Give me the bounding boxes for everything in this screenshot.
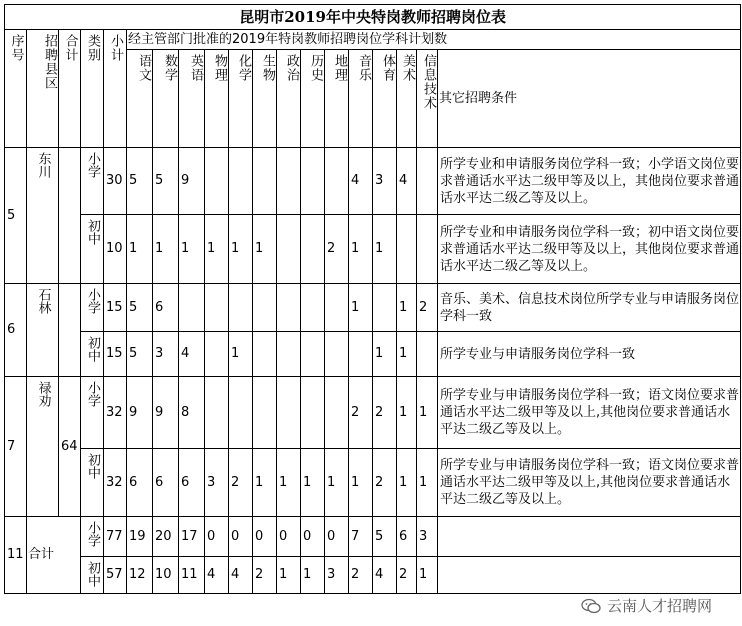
subject-count-cell: 1 [397, 332, 417, 377]
subject-count-cell: 1 [349, 449, 373, 517]
subject-count-cell: 4 [397, 148, 417, 215]
subject-count-cell: 5 [127, 284, 153, 332]
subject-count-cell [325, 332, 349, 377]
table-row [5, 215, 741, 284]
subject-count-cell: 3 [325, 557, 349, 594]
recruitment-table [4, 4, 741, 594]
subtotal-cell: 15 [104, 332, 127, 377]
header-subject: 生物 [253, 50, 277, 148]
subject-count-cell: 9 [179, 148, 205, 215]
subject-count-cell [277, 284, 301, 332]
subject-count-cell: 5 [153, 148, 179, 215]
header-subject: 语文 [127, 50, 153, 148]
subject-count-cell: 8 [179, 377, 205, 449]
conditions-cell [438, 517, 741, 557]
county-cell: 东川 [27, 148, 59, 284]
subject-count-cell: 3 [205, 449, 229, 517]
subject-count-cell: 0 [253, 517, 277, 557]
table-row [5, 377, 741, 449]
table-row [5, 284, 741, 332]
subject-count-cell: 1 [301, 449, 325, 517]
subject-count-cell: 1 [229, 215, 253, 284]
subject-count-cell [301, 284, 325, 332]
subject-count-cell [205, 332, 229, 377]
subject-count-cell: 2 [417, 284, 438, 332]
table-row [5, 517, 741, 557]
subject-count-cell: 1 [417, 449, 438, 517]
subject-count-cell: 1 [205, 215, 229, 284]
subject-count-cell: 1 [417, 557, 438, 594]
subject-count-cell: 1 [397, 449, 417, 517]
seq-cell: 5 [5, 148, 27, 284]
category-cell: 小学 [81, 377, 104, 449]
subject-count-cell [179, 284, 205, 332]
category-cell: 初中 [81, 332, 104, 377]
subject-count-cell: 1 [301, 557, 325, 594]
subject-count-cell: 1 [179, 215, 205, 284]
subject-count-cell: 1 [349, 215, 373, 284]
subject-count-cell: 3 [153, 332, 179, 377]
header-subject: 体育 [373, 50, 397, 148]
county-cell: 合计 [27, 517, 81, 594]
subject-count-cell: 0 [301, 517, 325, 557]
subject-count-cell: 4 [349, 148, 373, 215]
category-cell: 初中 [81, 449, 104, 517]
conditions-cell: 所学专业与申请服务岗位学科一致；语文岗位要求普通话水平达二级甲等及以上,其他岗位要求普通话水平达二级乙等及以上。 [438, 377, 741, 449]
subject-count-cell: 1 [325, 449, 349, 517]
subject-count-cell: 10 [153, 557, 179, 594]
seq-cell: 6 [5, 284, 27, 377]
conditions-cell: 所学专业与申请服务岗位学科一致；语文岗位要求普通话水平达二级甲等及以上,其他岗位要求普通话水平达二级乙等及以上。 [438, 449, 741, 517]
subject-count-cell: 2 [229, 449, 253, 517]
subject-count-cell: 3 [373, 148, 397, 215]
subject-count-cell [325, 148, 349, 215]
county-cell: 禄劝 [27, 377, 59, 517]
subject-count-cell: 7 [349, 517, 373, 557]
subject-count-cell: 0 [229, 517, 253, 557]
subject-count-cell [277, 377, 301, 449]
subject-count-cell: 19 [127, 517, 153, 557]
subject-count-cell [373, 284, 397, 332]
header-total: 合计 [59, 30, 81, 148]
subject-count-cell [325, 377, 349, 449]
category-cell: 初中 [81, 215, 104, 284]
header-subject: 数学 [153, 50, 179, 148]
subject-count-cell [253, 332, 277, 377]
subject-count-cell: 4 [205, 557, 229, 594]
subject-count-cell: 2 [253, 557, 277, 594]
subject-count-cell: 12 [127, 557, 153, 594]
subject-count-cell [325, 284, 349, 332]
subject-count-cell: 6 [397, 517, 417, 557]
subject-count-cell [253, 377, 277, 449]
table-title: 昆明市2019年中央特岗教师招聘岗位表 [5, 5, 741, 30]
subject-count-cell [301, 332, 325, 377]
subject-count-cell: 1 [277, 557, 301, 594]
subtotal-cell: 77 [104, 517, 127, 557]
subtotal-cell: 30 [104, 148, 127, 215]
subject-count-cell: 2 [325, 215, 349, 284]
subject-count-cell: 5 [127, 148, 153, 215]
table-body [5, 148, 741, 594]
subject-count-cell: 1 [373, 215, 397, 284]
subject-count-cell [417, 148, 438, 215]
subject-count-cell: 2 [349, 557, 373, 594]
subject-count-cell [417, 332, 438, 377]
watermark-text: 云南人才招聘网 [606, 597, 712, 615]
total-cell [59, 148, 81, 284]
county-cell: 石林 [27, 284, 59, 377]
subject-count-cell [277, 215, 301, 284]
subject-count-cell: 3 [417, 517, 438, 557]
subject-count-cell: 20 [153, 517, 179, 557]
header-subject: 美术 [397, 50, 417, 148]
subtotal-cell: 32 [104, 449, 127, 517]
subject-count-cell: 1 [229, 332, 253, 377]
subject-count-cell [301, 148, 325, 215]
subject-count-cell: 1 [417, 377, 438, 449]
subject-count-cell: 6 [153, 284, 179, 332]
subject-count-cell: 2 [349, 377, 373, 449]
table-row [5, 557, 741, 594]
subject-count-cell: 17 [179, 517, 205, 557]
subject-count-cell: 9 [153, 377, 179, 449]
header-subject: 地理 [325, 50, 349, 148]
subject-count-cell [397, 215, 417, 284]
table-row [5, 449, 741, 517]
conditions-cell: 所学专业和申请服务岗位学科一致；小学语文岗位要求普通话水平达二级甲等及以上，其他岗位要求普通话水平达二级乙等及以上。 [438, 148, 741, 215]
category-cell: 小学 [81, 284, 104, 332]
subject-count-cell: 5 [127, 332, 153, 377]
subject-count-cell [277, 332, 301, 377]
subject-count-cell: 9 [127, 377, 153, 449]
subtotal-cell: 10 [104, 215, 127, 284]
subtotal-cell: 32 [104, 377, 127, 449]
table-row [5, 148, 741, 215]
subject-count-cell: 1 [349, 284, 373, 332]
conditions-cell: 音乐、美术、信息技术岗位所学专业与申请服务岗位学科一致 [438, 284, 741, 332]
subject-count-cell: 1 [127, 215, 153, 284]
total-cell [59, 284, 81, 377]
subject-count-cell: 0 [325, 517, 349, 557]
subject-count-cell: 4 [179, 332, 205, 377]
subject-count-cell: 1 [253, 215, 277, 284]
header-subject: 物理 [205, 50, 229, 148]
subject-count-cell [205, 148, 229, 215]
table-row [5, 332, 741, 377]
subject-count-cell [205, 284, 229, 332]
subject-count-cell [229, 377, 253, 449]
wechat-icon [581, 598, 601, 614]
subject-count-cell [277, 148, 301, 215]
header-county: 招聘县区 [27, 30, 59, 148]
subject-count-cell: 6 [153, 449, 179, 517]
conditions-cell [438, 557, 741, 594]
header-subject: 政治 [277, 50, 301, 148]
subject-count-cell: 5 [373, 517, 397, 557]
subject-count-cell [417, 215, 438, 284]
subject-count-cell [301, 215, 325, 284]
subject-count-cell [229, 148, 253, 215]
subject-count-cell: 1 [397, 377, 417, 449]
category-cell: 初中 [81, 557, 104, 594]
subject-count-cell [253, 284, 277, 332]
header-subject: 化学 [229, 50, 253, 148]
subject-count-cell: 1 [277, 449, 301, 517]
subject-count-cell: 4 [373, 557, 397, 594]
header-plan-group: 经主管部门批准的2019年特岗教师招聘岗位学科计划数 [127, 30, 741, 50]
subject-count-cell: 2 [373, 377, 397, 449]
conditions-cell: 所学专业和申请服务岗位学科一致；初中语文岗位要求普通话水平达二级甲等及以上，其他岗位要求普通话水平达二级乙等及以上。 [438, 215, 741, 284]
subject-count-cell [301, 377, 325, 449]
category-cell: 小学 [81, 517, 104, 557]
subject-count-cell: 1 [373, 332, 397, 377]
subtotal-cell: 15 [104, 284, 127, 332]
subtotal-cell: 57 [104, 557, 127, 594]
subject-count-cell: 1 [253, 449, 277, 517]
subject-count-cell [253, 148, 277, 215]
subject-count-cell: 2 [373, 449, 397, 517]
seq-cell: 11 [5, 517, 27, 594]
subject-count-cell: 6 [179, 449, 205, 517]
header-subject: 信息技术 [417, 50, 438, 148]
subject-count-cell: 4 [229, 557, 253, 594]
total-cell: 64 [59, 377, 81, 517]
conditions-cell: 所学专业与申请服务岗位学科一致 [438, 332, 741, 377]
header-seq: 序号 [5, 30, 27, 148]
category-cell: 小学 [81, 148, 104, 215]
seq-cell: 7 [5, 377, 27, 517]
watermark [581, 595, 712, 616]
subject-count-cell [205, 377, 229, 449]
header-subject: 英语 [179, 50, 205, 148]
subject-count-cell: 6 [127, 449, 153, 517]
subject-count-cell: 2 [397, 557, 417, 594]
subject-count-cell [349, 332, 373, 377]
subject-count-cell [229, 284, 253, 332]
subject-count-cell: 0 [205, 517, 229, 557]
subject-count-cell: 1 [397, 284, 417, 332]
header-conditions: 其它招聘条件 [438, 50, 741, 148]
header-subject: 历史 [301, 50, 325, 148]
subject-count-cell: 1 [153, 215, 179, 284]
subject-count-cell: 0 [277, 517, 301, 557]
header-subtotal: 小计 [104, 30, 127, 148]
header-category: 类别 [81, 30, 104, 148]
header-subject: 音乐 [349, 50, 373, 148]
subject-count-cell: 11 [179, 557, 205, 594]
recruitment-table-wrapper [4, 4, 740, 594]
